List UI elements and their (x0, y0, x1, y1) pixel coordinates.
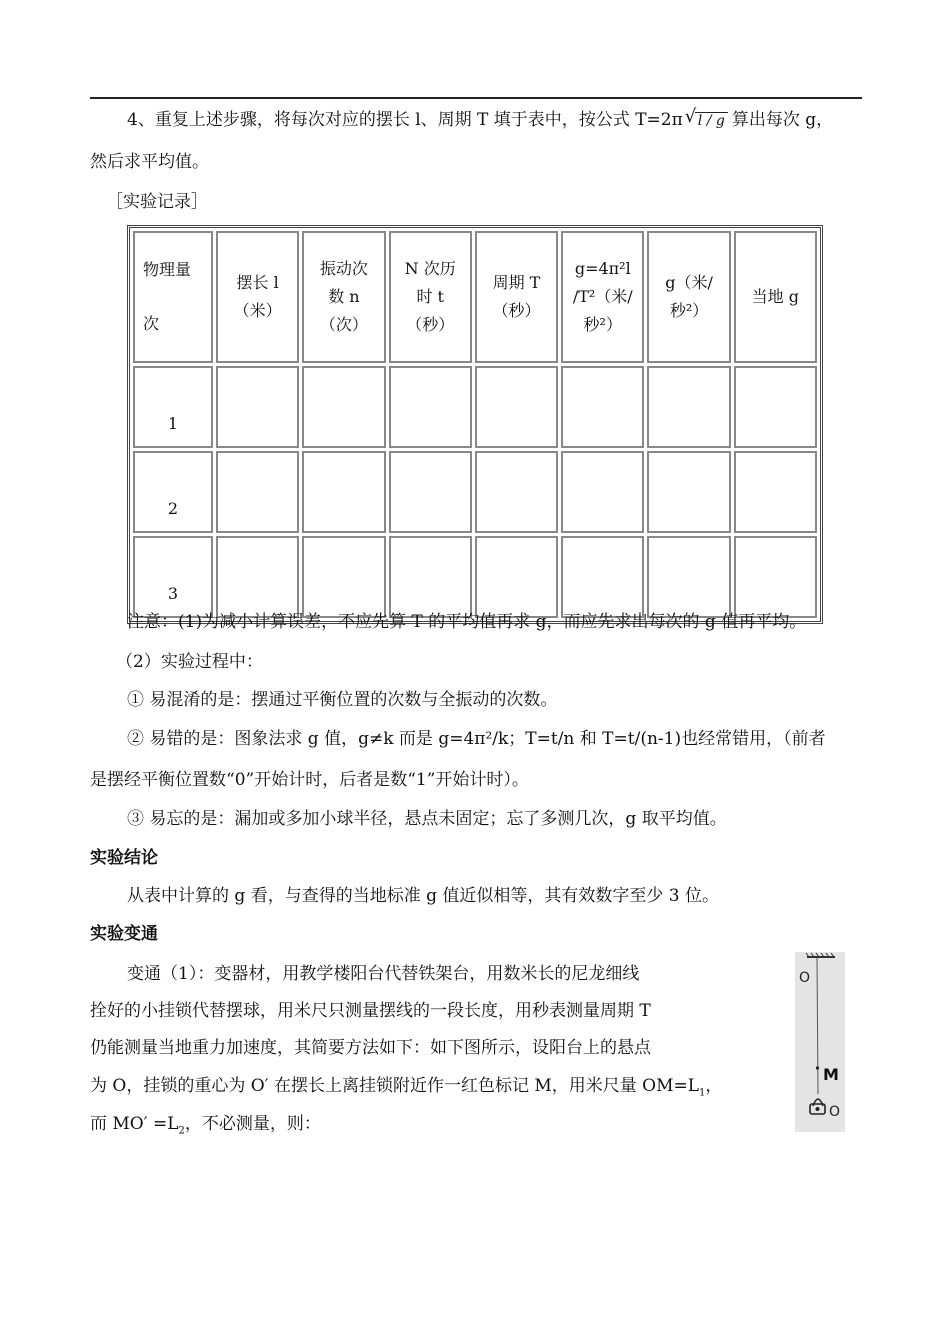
table-cell[interactable] (302, 536, 385, 618)
table-header-cell: g=4π²l /T²（米/ 秒²） (561, 231, 644, 363)
table-cell[interactable] (561, 451, 644, 533)
label-m: M (823, 1065, 839, 1084)
table-header-cell: g（米/ 秒²） (647, 231, 730, 363)
table-cell[interactable] (561, 536, 644, 618)
table-header-row (133, 231, 817, 363)
pendulum-figure (795, 952, 845, 1132)
table-cell[interactable] (647, 536, 730, 618)
table-cell[interactable] (561, 366, 644, 448)
variation-line-4-text: 为 O，挂锁的重心为 O′ 在摆长上离挂锁附近作一红色标记 M，用米尺量 OM=L (90, 1076, 700, 1096)
variation-line-1: 变通（1）：变器材，用教学楼阳台代替铁架台，用数米长的尼龙细线 (127, 964, 640, 984)
table-header-cell: 当地 g (734, 231, 817, 363)
table-cell[interactable] (475, 366, 558, 448)
table-cell[interactable] (216, 366, 299, 448)
subscript-1: 1 (699, 1087, 706, 1099)
note-1: 注意：(1)为减小计算误差，不应先算 T 的平均值再求 g，而应先求出每次的 g 值再平均。 (127, 612, 807, 632)
table-cell[interactable] (475, 536, 558, 618)
table-header-cell: 摆长 l （米） (216, 231, 299, 363)
pendulum-diagram (795, 952, 845, 1132)
note-item-1: ① 易混淆的是：摆通过平衡位置的次数与全振动的次数。 (127, 690, 558, 710)
experiment-record-table (127, 225, 823, 624)
table-header-cell: 振动次 数 n （次） (302, 231, 385, 363)
formula-radicand: l / g (695, 112, 728, 129)
note-2: （2）实验过程中： (116, 652, 263, 672)
lock-keyhole (816, 1107, 820, 1111)
row-number-cell: 3 (133, 536, 213, 618)
label-o-top: O (799, 970, 811, 986)
table-cell[interactable] (389, 366, 472, 448)
step4-line2: 然后求平均值。 (90, 152, 209, 172)
conclusion-heading: 实验结论 (90, 848, 158, 868)
table-cell[interactable] (475, 451, 558, 533)
table-cell[interactable] (216, 536, 299, 618)
variation-line-3: 仍能测量当地重力加速度，其简要方法如下：如下图所示，设阳台上的悬点 (90, 1038, 651, 1058)
note-item-2-line1: ② 易错的是：图象法求 g 值，g≠k 而是 g=4π²/k；T=t/n 和 T=t/(n-1)也经常错用，（前者 (127, 729, 826, 749)
table-row (133, 536, 817, 618)
table-row (133, 451, 817, 533)
sqrt-formula: √ l / g (685, 108, 728, 133)
table-cell[interactable] (734, 536, 817, 618)
record-heading: ［实验记录］ (106, 192, 208, 212)
mark-m-dot (816, 1066, 819, 1069)
variation-line-5-text: 而 MO′ =L (90, 1114, 179, 1134)
table-header-cell: 周期 T （秒） (475, 231, 558, 363)
table-cell[interactable] (647, 366, 730, 448)
table-header-cell: N 次历 时 t （秒） (389, 231, 472, 363)
table-cell[interactable] (389, 451, 472, 533)
row-number-cell: 1 (133, 366, 213, 448)
subscript-2: 2 (178, 1125, 185, 1137)
variation-heading: 实验变通 (90, 924, 158, 944)
table-row (133, 366, 817, 448)
note-item-3: ③ 易忘的是：漏加或多加小球半径，悬点未固定；忘了多测几次，g 取平均值。 (127, 809, 727, 829)
table-cell[interactable] (302, 366, 385, 448)
table-cell[interactable] (734, 366, 817, 448)
note-item-2-line2: 是摆经平衡位置数“0”开始计时，后者是数“1”开始计时）。 (90, 770, 529, 790)
variation-line-4-end: ， (705, 1076, 723, 1096)
table-cell[interactable] (647, 451, 730, 533)
header-rule (90, 97, 862, 99)
table-cell[interactable] (302, 451, 385, 533)
label-o-bottom: O (829, 1104, 841, 1120)
row-number-cell: 2 (133, 451, 213, 533)
variation-line-4 (90, 1074, 722, 1105)
table-cell[interactable] (216, 451, 299, 533)
variation-line-5 (90, 1112, 321, 1143)
table-cell[interactable] (389, 536, 472, 618)
table-header-cell: 物理量 次 (133, 231, 213, 363)
table-cell[interactable] (734, 451, 817, 533)
variation-line-5-end: ，不必测量，则： (184, 1114, 321, 1134)
step4-text: 4、重复上述步骤，将每次对应的摆长 l、周期 T 填于表中，按公式 T=2π (127, 110, 683, 130)
step4-line1 (127, 108, 833, 133)
variation-line-2: 拴好的小挂锁代替摆球，用米尺只测量摆线的一段长度，用秒表测量周期 T (90, 1001, 651, 1021)
conclusion-text: 从表中计算的 g 看，与查得的当地标准 g 值近似相等，其有效数字至少 3 位。 (127, 886, 720, 906)
step4-text-end: 算出每次 g， (731, 110, 834, 130)
